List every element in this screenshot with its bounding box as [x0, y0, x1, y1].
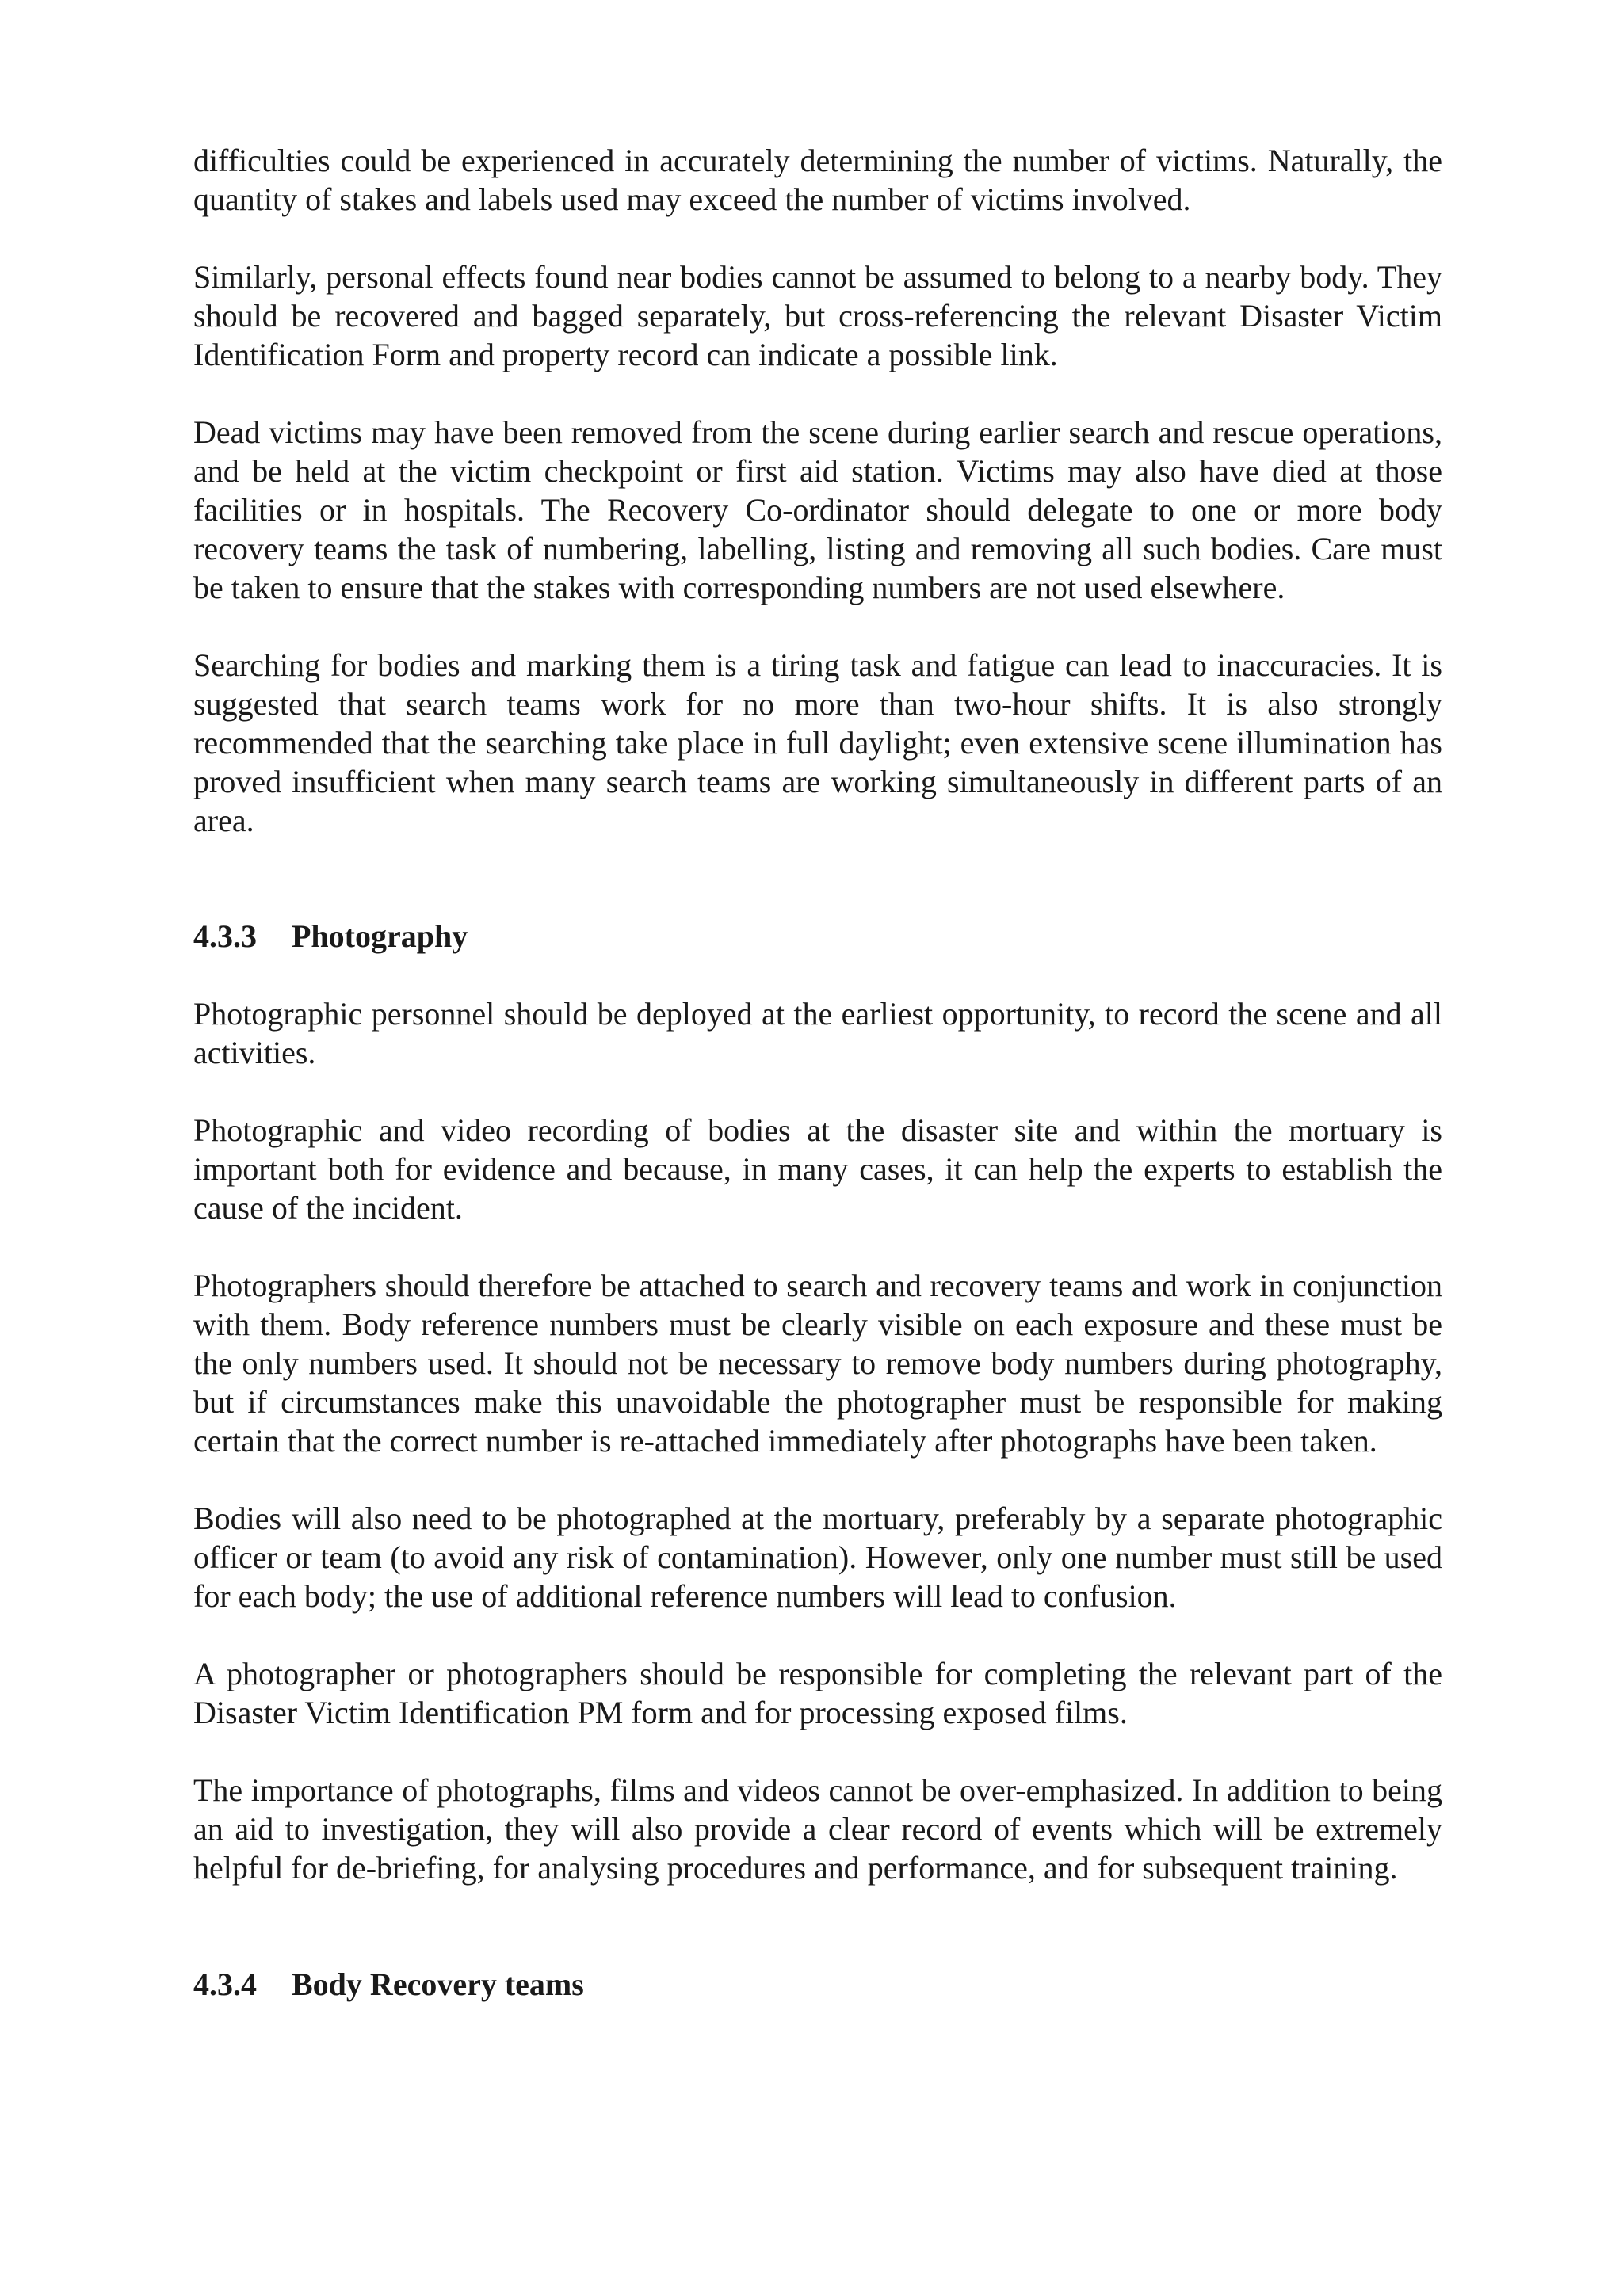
paragraph: Photographic and video recording of bodies at the disaster site and within the mortuary is important both for evidence and because, in many cases, it can help the experts to establish the cause of the incident.: [193, 1112, 1442, 1226]
paragraph: The importance of photographs, films and videos cannot be over-emphasized. In addition to being an aid to investigation, they will also provide a clear record of events which will be extremely helpful for de-briefing, for analysing procedures and performance, and for subsequent training.: [193, 1772, 1442, 1886]
paragraph: difficulties could be experienced in accurately determining the number of victims. Naturally, the quantity of stakes and labels used may exceed the number of victims involved.: [193, 143, 1442, 217]
section-title: Body Recovery teams: [292, 1966, 584, 2002]
section-number: 4.3.4: [193, 1966, 257, 2002]
section-number: 4.3.3: [193, 918, 257, 954]
paragraph: Searching for bodies and marking them is a tiring task and fatigue can lead to inaccuracies. It is suggested that search teams work for no more than two-hour shifts. It is also strongly recommended that the searching take place in full daylight; even extensive scene illumination has proved insufficient when many search teams are working simultaneously in different parts of an area.: [193, 647, 1442, 838]
paragraph: Photographic personnel should be deployed at the earliest opportunity, to record the scene and all activities.: [193, 996, 1442, 1070]
paragraph: A photographer or photographers should be responsible for completing the relevant part of the Disaster Victim Identification PM form and for processing exposed films.: [193, 1656, 1442, 1730]
paragraph: Dead victims may have been removed from the scene during earlier search and rescue operations, and be held at the victim checkpoint or first aid station. Victims may also have died at those facilities or in hospitals. The Recovery Co-ordinator should delegate to one or more body recovery teams the task of numbering, labelling, listing and removing all such bodies. Care must be taken to ensure that the stakes with corresponding numbers are not used elsewhere.: [193, 414, 1442, 605]
paragraph: Similarly, personal effects found near bodies cannot be assumed to belong to a nearby body. They should be recovered and bagged separately, but cross-referencing the relevant Disaster Victim Identification Form and property record can indicate a possible link.: [193, 259, 1442, 372]
section-heading-photography: [193, 917, 1442, 955]
section-heading-body-recovery-teams: [193, 1965, 1442, 2004]
document-page: [193, 141, 1442, 2042]
section-title: Photography: [292, 918, 468, 954]
paragraph: Photographers should therefore be attached to search and recovery teams and work in conjunction with them. Body reference numbers must be clearly visible on each exposure and these must be the only numbers used. It should not be necessary to remove body numbers during photography, but if circumstances make this unavoidable the photographer must be responsible for making certain that the correct number is re-attached immediately after photographs have been taken.: [193, 1268, 1442, 1459]
paragraph: Bodies will also need to be photographed at the mortuary, preferably by a separate photographic officer or team (to avoid any risk of contamination). However, only one number must still be used for each body; the use of additional reference numbers will lead to confusion.: [193, 1501, 1442, 1614]
